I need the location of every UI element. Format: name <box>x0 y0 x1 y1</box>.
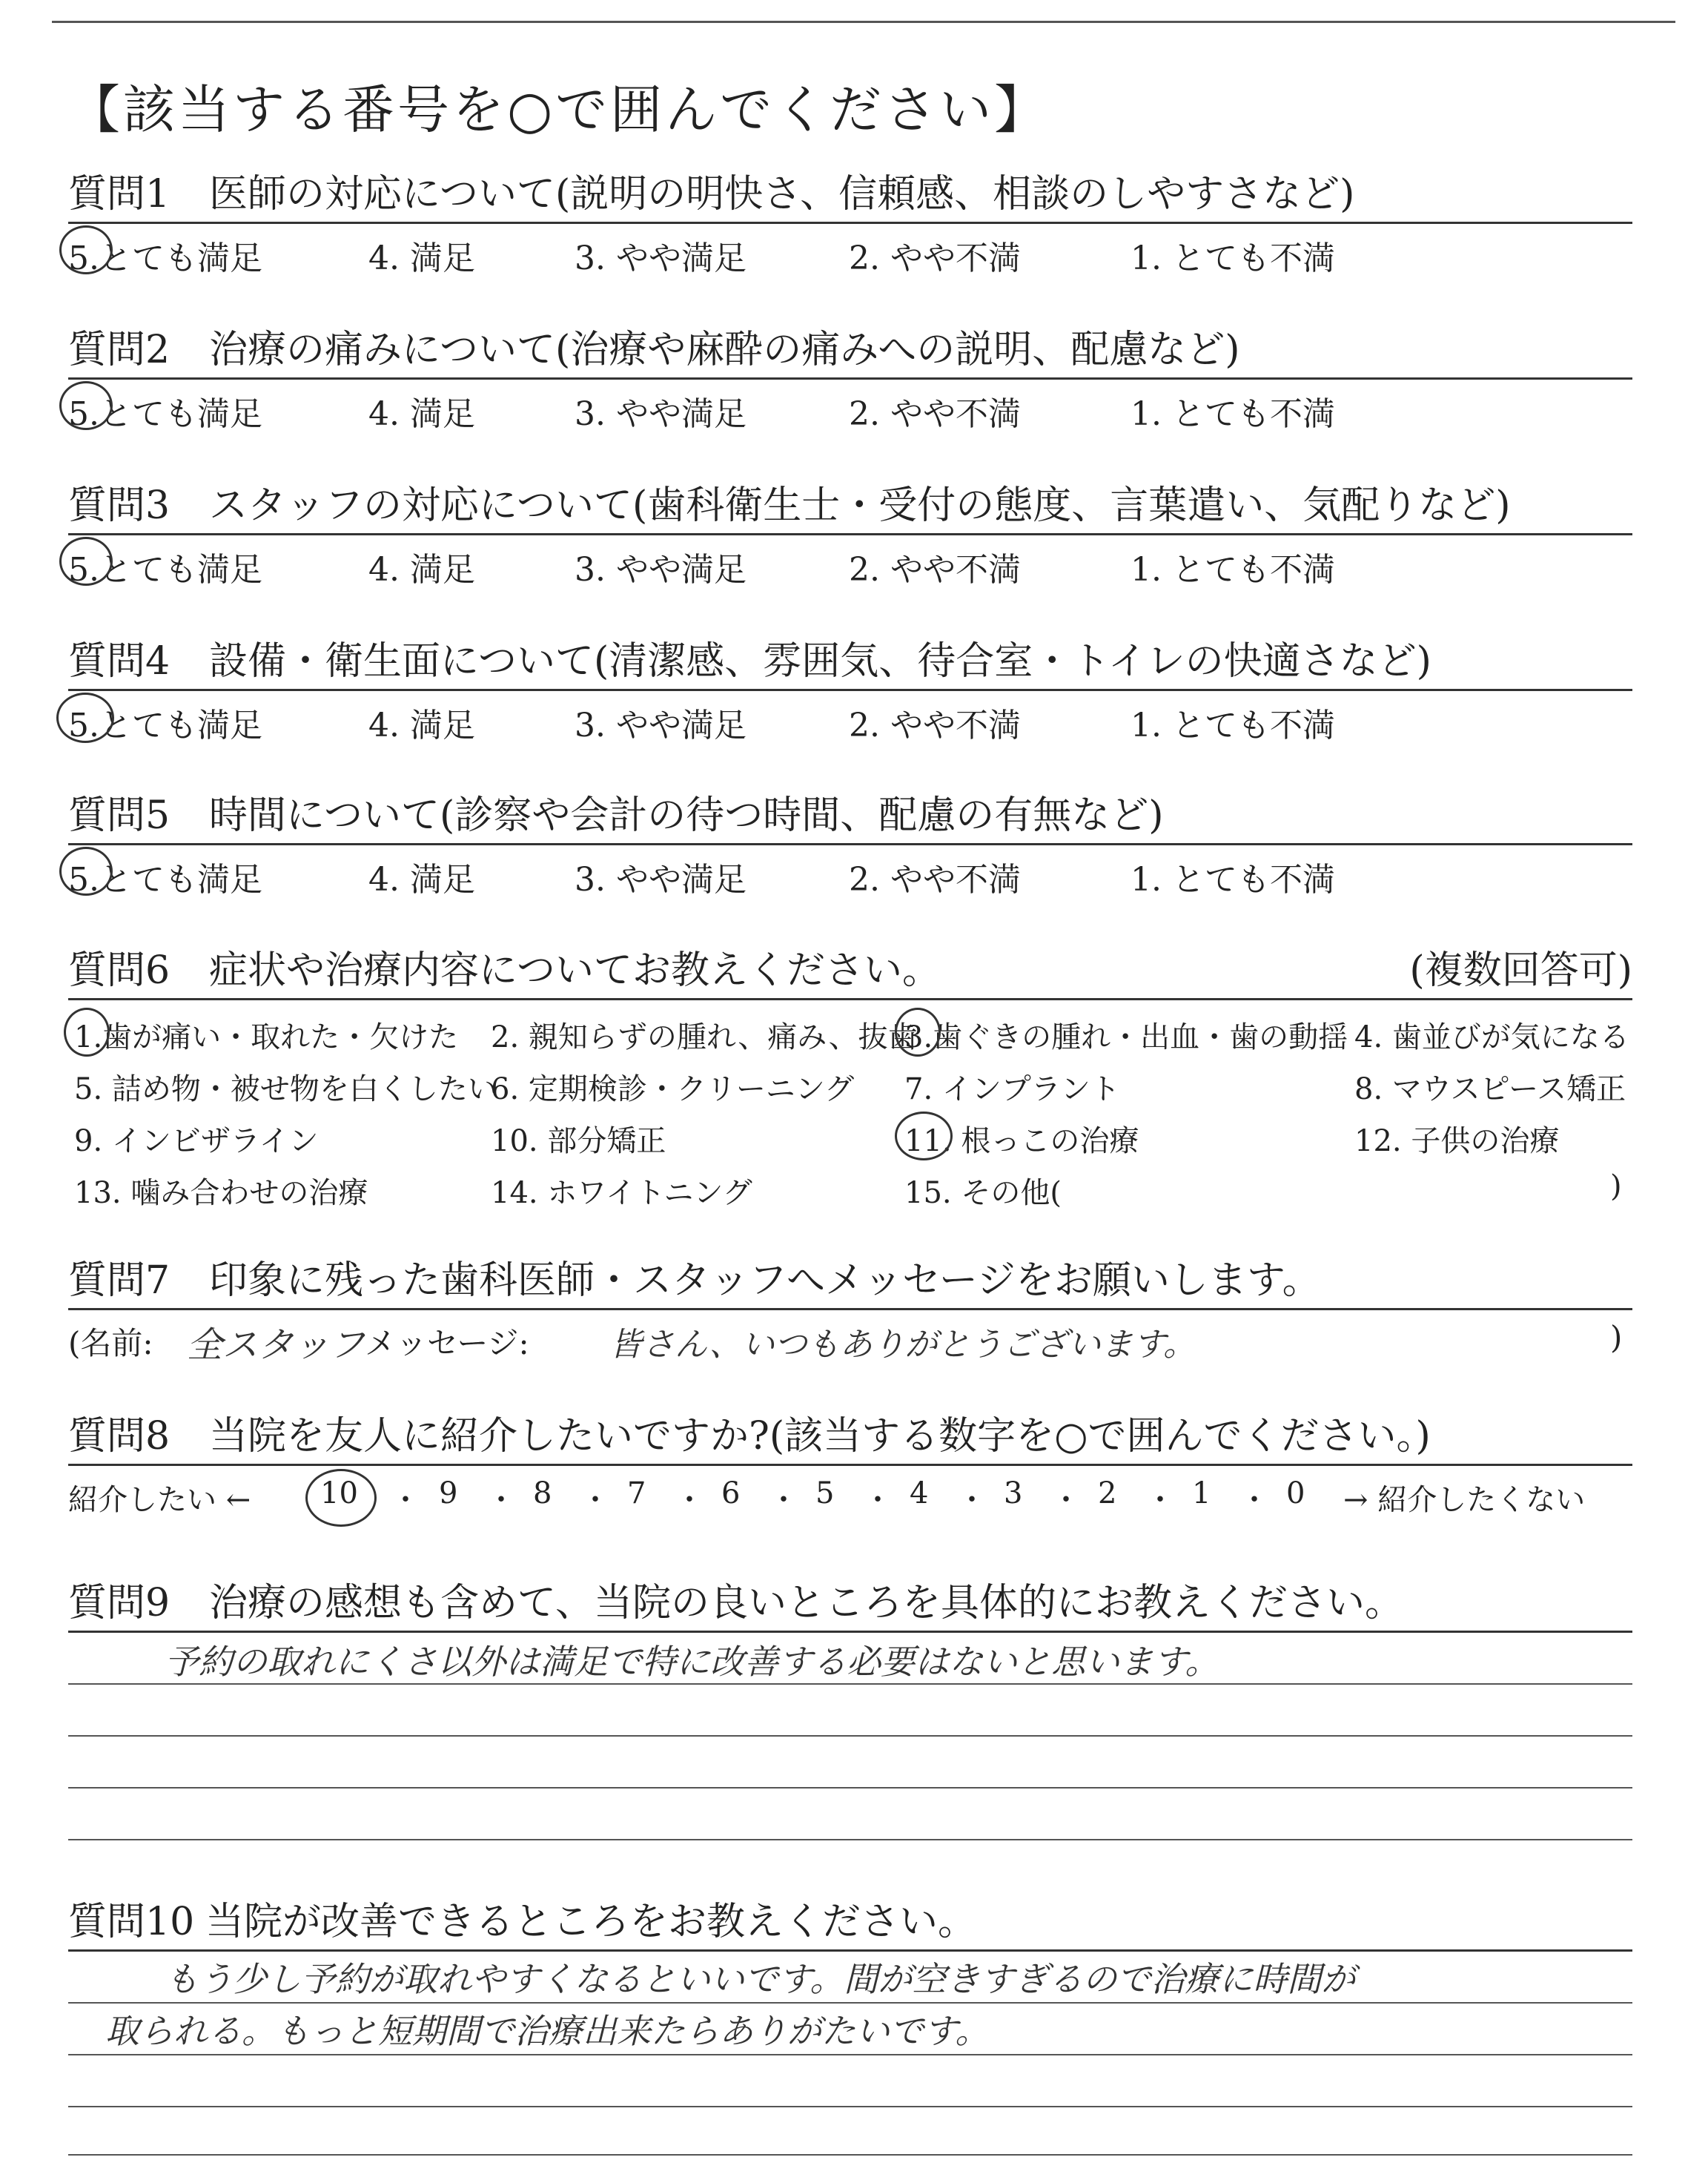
scale-dot: ・ <box>1239 1483 1269 1517</box>
question-number: 質問9 <box>68 1581 171 1625</box>
multiple-answer-note: (複数回答可) <box>1409 948 1632 993</box>
scale-value-9[interactable]: 9 <box>439 1476 458 1510</box>
question-title <box>68 1576 1632 1631</box>
option-1[interactable]: 1. とても不満 <box>1131 707 1335 744</box>
answer-line <box>68 2154 1632 2156</box>
question-number: 質問8 <box>68 1414 171 1459</box>
rating-options <box>68 845 1632 897</box>
scale-dot: ・ <box>1051 1483 1081 1517</box>
scale-value-8[interactable]: 8 <box>533 1476 552 1510</box>
question-text: 印象に残った歯科医師・スタッフへメッセージをお願いします。 <box>209 1258 1321 1303</box>
option-3[interactable]: 3. やや満足 <box>575 707 747 744</box>
option-2[interactable]: 2. やや不満 <box>849 395 1021 433</box>
question-title <box>68 1895 1632 1949</box>
answer-line <box>68 1839 1632 1840</box>
question-title <box>68 478 1632 533</box>
message-value[interactable]: 皆さん、いつもありがとうございます。 <box>609 1326 1196 1364</box>
symptom-option[interactable]: 4. 歯並びが気になる <box>1354 1020 1629 1054</box>
selection-circle <box>64 1008 110 1057</box>
question-number: 質問10 <box>68 1900 195 1944</box>
scale-value-10[interactable]: 10 <box>320 1476 358 1510</box>
question-4 <box>68 634 1632 743</box>
scale-dot: ・ <box>675 1483 704 1517</box>
symptom-option[interactable]: 1.歯が痛い・取れた・欠けた <box>74 1020 459 1054</box>
question-text: 症状や治療内容についてお教えください。 <box>209 948 941 993</box>
symptom-options <box>68 1000 1632 1215</box>
answer-line <box>68 2106 1632 2107</box>
symptom-option[interactable]: 6. 定期検診・クリーニング <box>491 1072 855 1106</box>
selection-circle <box>305 1469 377 1527</box>
question-title <box>68 1409 1632 1464</box>
question-title <box>68 323 1632 377</box>
answer-line <box>68 1787 1632 1789</box>
question-title <box>68 167 1632 222</box>
option-1[interactable]: 1. とても不満 <box>1131 551 1335 589</box>
scale-value-6[interactable]: 6 <box>721 1476 741 1510</box>
option-2[interactable]: 2. やや不満 <box>849 551 1021 589</box>
name-label: (名前: <box>68 1325 153 1361</box>
scale-value-4[interactable]: 4 <box>910 1476 929 1510</box>
question-text: 設備・衛生面について(清潔感、雰囲気、待合室・トイレの快適さなど) <box>209 639 1431 684</box>
scale-dot: ・ <box>957 1483 987 1517</box>
option-3[interactable]: 3. やや満足 <box>575 240 747 277</box>
question-number: 質問3 <box>68 483 171 528</box>
option-5[interactable]: 5.とても満足 <box>68 861 262 899</box>
question-number: 質問2 <box>68 328 171 372</box>
option-2[interactable]: 2. やや不満 <box>849 240 1021 277</box>
question-text: 治療の痛みについて(治療や麻酔の痛みへの説明、配慮など) <box>209 328 1240 372</box>
scale-dot: ・ <box>486 1483 516 1517</box>
question-text: 医師の対応について(説明の明快さ、信頼感、相談のしやすさなど) <box>209 172 1355 217</box>
option-5[interactable]: 5.とても満足 <box>68 395 262 433</box>
question-title <box>68 634 1632 689</box>
question-7 <box>68 1253 1632 1370</box>
question-9 <box>68 1576 1632 1682</box>
question-text: 当院を友人に紹介したいですか?(該当する数字を○で囲んでください。) <box>209 1414 1431 1459</box>
question-10 <box>68 1895 1632 2051</box>
rating-options <box>68 535 1632 587</box>
symptom-option[interactable]: 12. 子供の治療 <box>1354 1124 1560 1158</box>
question-2 <box>68 323 1632 432</box>
scale-value-2[interactable]: 2 <box>1098 1476 1117 1510</box>
option-4[interactable]: 4. 満足 <box>368 551 475 589</box>
selection-circle <box>895 1008 941 1057</box>
scale-dot: ・ <box>769 1483 798 1517</box>
option-2[interactable]: 2. やや不満 <box>849 861 1021 899</box>
scale-value-5[interactable]: 5 <box>815 1476 835 1510</box>
answer-line <box>68 2054 1632 2055</box>
message-label: メッセージ: <box>365 1325 529 1361</box>
question-title <box>68 1253 1632 1308</box>
selection-circle <box>895 1112 953 1160</box>
option-5[interactable]: 5.とても満足 <box>68 240 262 277</box>
option-4[interactable]: 4. 満足 <box>368 395 475 433</box>
scale-value-3[interactable]: 3 <box>1004 1476 1023 1510</box>
selection-circle <box>59 847 113 896</box>
symptom-option[interactable]: 10. 部分矯正 <box>491 1124 666 1158</box>
answer-text[interactable]: 予約の取れにくさ以外は満足で特に改善する必要はないと思います。 <box>165 1642 1219 1682</box>
question-3 <box>68 478 1632 587</box>
option-5[interactable]: 5.とても満足 <box>68 551 262 589</box>
scale-dot: ・ <box>580 1483 610 1517</box>
message-row <box>68 1310 1632 1370</box>
question-number: 質問5 <box>68 793 171 838</box>
selection-circle <box>59 381 113 430</box>
option-3[interactable]: 3. やや満足 <box>575 861 747 899</box>
scale-value-0[interactable]: 0 <box>1286 1476 1305 1510</box>
symptom-option[interactable]: 8. マウスピース矯正 <box>1354 1072 1626 1106</box>
option-1[interactable]: 1. とても不満 <box>1131 240 1335 277</box>
question-number: 質問6 <box>68 948 171 993</box>
symptom-option[interactable]: 9. インビザライン <box>74 1124 319 1158</box>
symptom-option[interactable]: 14. ホワイトニング <box>491 1176 752 1210</box>
question-number: 質問4 <box>68 639 171 684</box>
answer-line <box>68 1735 1632 1737</box>
symptom-option[interactable]: 7. インプラント <box>904 1072 1120 1106</box>
option-5[interactable]: 5.とても満足 <box>68 707 262 744</box>
rating-options <box>68 224 1632 276</box>
question-6 <box>68 943 1632 1215</box>
scale-value-7[interactable]: 7 <box>627 1476 646 1510</box>
option-1[interactable]: 1. とても不満 <box>1131 395 1335 433</box>
scale-dot: ・ <box>391 1483 420 1517</box>
question-title <box>68 943 1632 998</box>
option-2[interactable]: 2. やや不満 <box>849 707 1021 744</box>
question-number: 質問7 <box>68 1258 171 1303</box>
question-1 <box>68 167 1632 276</box>
question-rule <box>68 1631 1632 1633</box>
name-value[interactable]: 全スタッフ <box>187 1324 365 1366</box>
option-4[interactable]: 4. 満足 <box>368 707 475 744</box>
top-border <box>52 21 1675 23</box>
other-close-paren: ) <box>1610 1169 1622 1203</box>
question-title <box>68 788 1632 843</box>
question-5 <box>68 788 1632 897</box>
close-paren: ) <box>1610 1319 1623 1355</box>
answer-text-line-1[interactable]: もう少し予約が取れやすくなるといいです。間が空きすぎるので治療に時間が <box>165 1959 1356 1999</box>
scale-value-1[interactable]: 1 <box>1192 1476 1211 1510</box>
symptom-option[interactable]: 13. 噛み合わせの治療 <box>74 1176 368 1210</box>
question-8 <box>68 1409 1632 1525</box>
option-1[interactable]: 1. とても不満 <box>1131 861 1335 899</box>
rating-options <box>68 380 1632 432</box>
question-text: スタッフの対応について(歯科衛生士・受付の態度、言葉遣い、気配りなど) <box>209 483 1511 528</box>
referral-scale <box>68 1466 1632 1525</box>
answer-line <box>68 2002 1632 2004</box>
option-4[interactable]: 4. 満足 <box>368 240 475 277</box>
option-4[interactable]: 4. 満足 <box>368 861 475 899</box>
question-rule <box>68 1949 1632 1952</box>
rating-options <box>68 691 1632 743</box>
option-3[interactable]: 3. やや満足 <box>575 395 747 433</box>
option-3[interactable]: 3. やや満足 <box>575 551 747 589</box>
scale-left-label: 紹介したい ← <box>68 1483 251 1517</box>
answer-line <box>68 1683 1632 1685</box>
symptom-option[interactable]: 5. 詰め物・被せ物を白くしたい <box>74 1072 497 1106</box>
symptom-option[interactable]: 3.歯ぐきの腫れ・出血・歯の動揺 <box>904 1020 1348 1054</box>
symptom-option[interactable]: 11. 根っこの治療 <box>904 1124 1139 1158</box>
selection-circle <box>56 693 114 743</box>
selection-circle <box>59 537 113 586</box>
question-text: 時間について(診察や会計の待つ時間、配慮の有無など) <box>209 793 1164 838</box>
scale-dot: ・ <box>863 1483 893 1517</box>
question-text: 当院が改善できるところをお教えください。 <box>205 1900 977 1944</box>
scale-right-label: → 紹介したくない <box>1343 1483 1586 1517</box>
question-number: 質問1 <box>68 172 171 217</box>
symptom-option[interactable]: 15. その他( <box>904 1176 1062 1210</box>
answer-text-line-2[interactable]: 取られる。もっと短期間で治療出来たらありがたいです。 <box>105 2011 990 2051</box>
selection-circle <box>59 225 113 274</box>
question-text: 治療の感想も含めて、当院の良いところを具体的にお教えください。 <box>209 1581 1403 1625</box>
symptom-option[interactable]: 2. 親知らずの腫れ、痛み、抜歯 <box>491 1020 918 1054</box>
scale-dot: ・ <box>1145 1483 1175 1517</box>
form-title: 【該当する番号を○で囲んでください】 <box>68 79 1050 140</box>
